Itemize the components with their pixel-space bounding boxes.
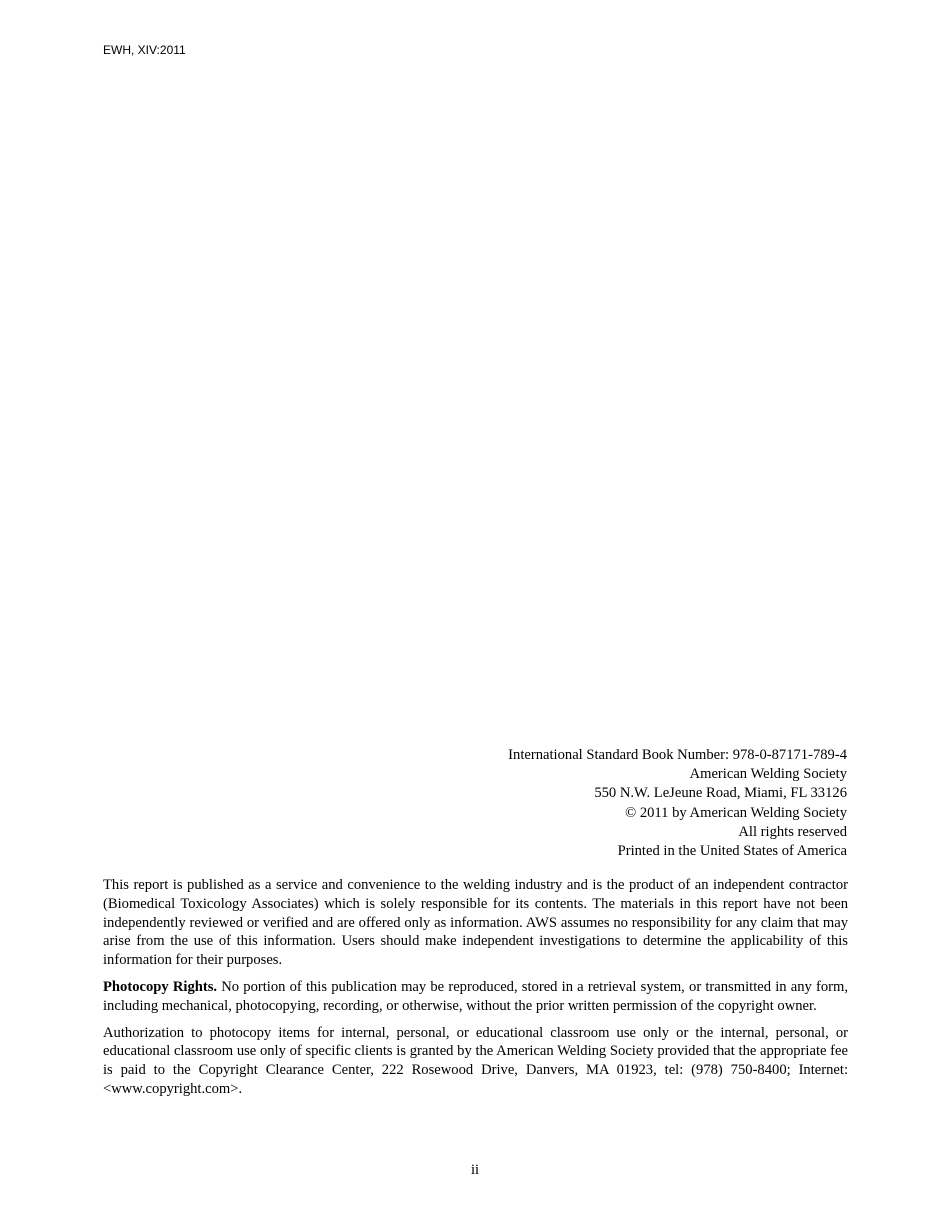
publisher-name: American Welding Society [689,766,847,783]
isbn-line: International Standard Book Number: 978-0-87171-789-4 [508,747,847,763]
legal-notices [103,876,848,1107]
copyright-imprint [508,746,847,861]
photocopy-rights-paragraph [103,978,848,1016]
publisher-address: 550 N.W. LeJeune Road, Miami, FL 33126 [594,785,847,802]
disclaimer-paragraph: This report is published as a service and convenience to the welding industry and is the product of an independent contractor (Biomedical Toxicology Associates) which is solely responsible for its contents. The materials in this report have not been independently reviewed or verified and are offered only as information. AWS assumes no responsibility for any claim that may arise from the use of this information. Users should make independent investigations to determine the applicability of this information for their purposes. [103,877,848,969]
rights-reserved-line: All rights reserved [738,823,847,840]
copyright-line: © 2011 by American Welding Society [625,804,847,821]
printed-in-line: Printed in the United States of America [617,843,847,860]
running-header: EWH, XIV:2011 [103,43,186,57]
authorization-paragraph: Authorization to photocopy items for internal, personal, or educational classroom use only or the internal, personal, or educational classroom use only of specific clients is granted by the American Welding Society provided that the appropriate fee is paid to the Copyright Clearance Center, 222 Rosewood Drive, Danvers, MA 01923, tel: (978) 750-8400; Internet: <www.copyright.com>. [103,1024,848,1097]
photocopy-rights-heading: Photocopy Rights. [103,978,218,995]
page-number: ii [470,1162,480,1178]
photocopy-rights-text: No portion of this publication may be reproduced, stored in a retrieval system, or transmitted in any form, including mechanical, photocopying, recording, or otherwise, without the prior written permission of the copyright owner. [103,978,849,1014]
